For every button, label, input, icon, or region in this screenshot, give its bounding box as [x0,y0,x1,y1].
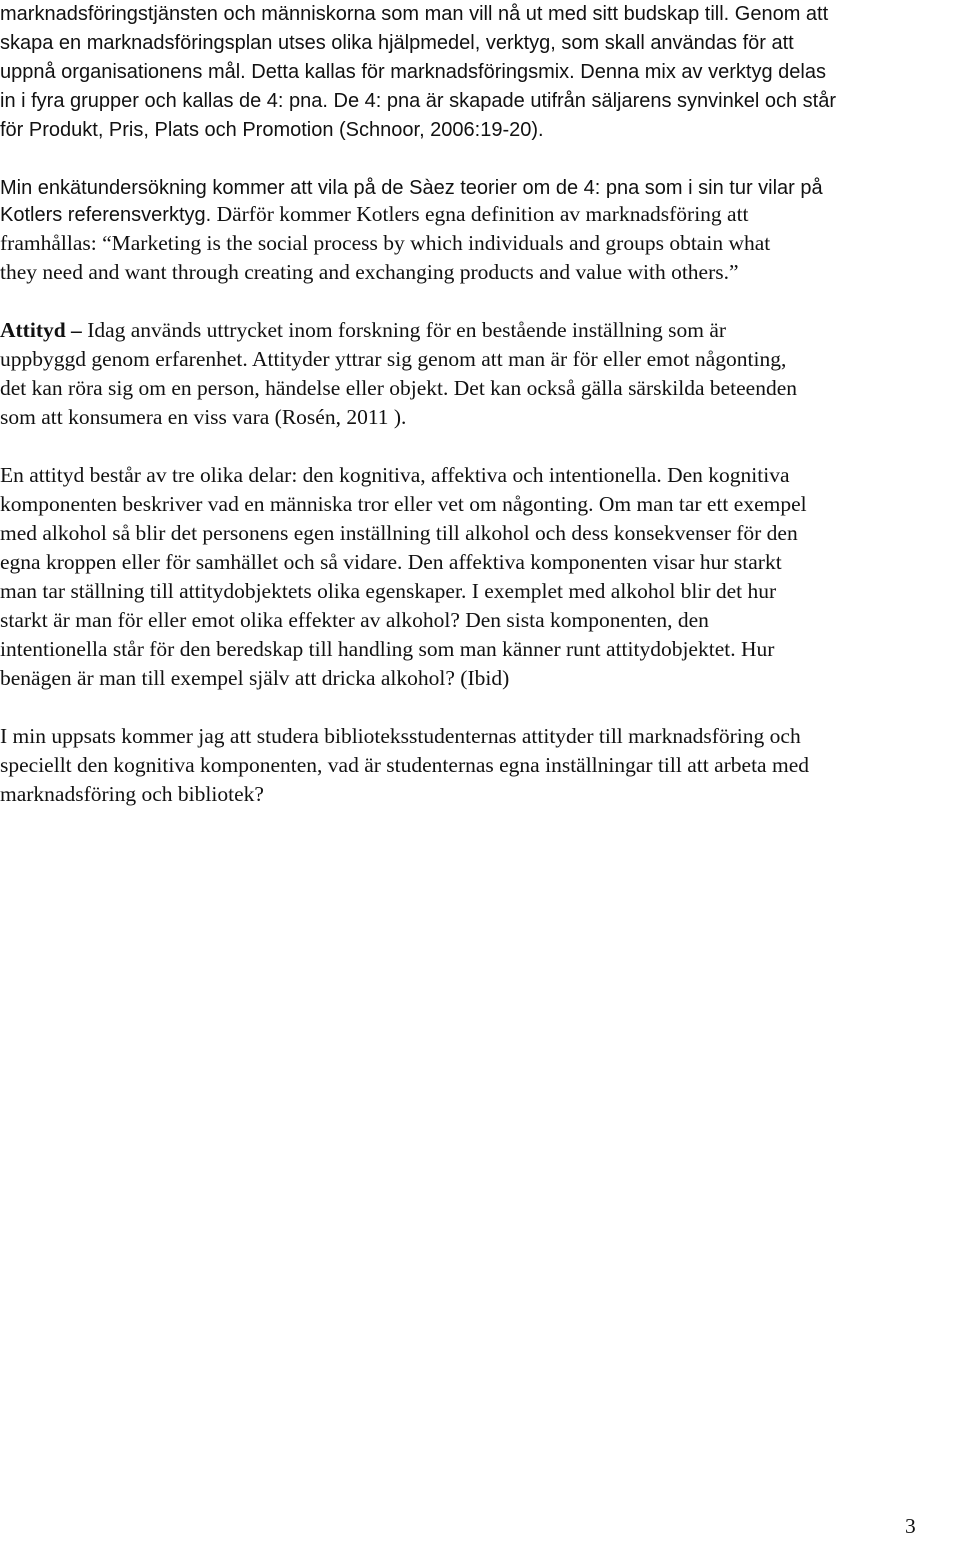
text-line: intentionella står för den beredskap till handling som man känner runt attitydobjektet. Hur [0,637,775,661]
heading-attityd: Attityd – [0,318,82,342]
text-line: uppbyggd genom erfarenhet. Attityder yttrar sig genom att man är för eller emot någonting, [0,347,787,371]
text-line: they need and want through creating and exchanging products and value with others.” [0,260,739,284]
text-line: med alkohol så blir det personens egen inställning till alkohol och dess konsekvenser för den [0,521,798,545]
text-line: Min enkätundersökning kommer att vila på de Sàez teorier om de 4: pna som i sin tur vilar på [0,177,823,199]
text-line: framhållas: “Marketing is the social process by which individuals and groups obtain what [0,231,771,255]
text-line: som att konsumera en viss vara (Rosén, 2011 ). [0,405,407,429]
text-line [0,316,726,345]
text-line: komponenten beskriver vad en människa tror eller vet om någonting. Om man tar ett exempel [0,492,807,516]
text-line: egna kroppen eller för samhället och så vidare. Den affektiva komponenten visar hur starkt [0,550,782,574]
page-number: 3 [905,1514,916,1538]
text-line: marknadsföring och bibliotek? [0,782,264,806]
text-line: in i fyra grupper och kallas de 4: pna. De 4: pna är skapade utifrån säljarens synvinkel och står [0,90,837,112]
text-line: marknadsföringstjänsten och människorna som man vill nå ut med sitt budskap till. Genom att [0,3,829,25]
text-line: benägen är man till exempel själv att dricka alkohol? (Ibid) [0,666,510,690]
text-line [0,200,749,230]
text-segment: Därför kommer Kotlers egna definition av marknadsföring att [211,202,749,226]
text-line: uppnå organisationens mål. Detta kallas för marknadsföringsmix. Denna mix av verktyg delas [0,61,826,83]
text-line: man tar ställning till attitydobjektets olika egenskaper. I exemplet med alkohol blir det hur [0,579,777,603]
text-line: En attityd består av tre olika delar: den kognitiva, affektiva och intentionella. Den kognitiva [0,463,790,487]
text-line: starkt är man för eller emot olika effekter av alkohol? Den sista komponenten, den [0,608,709,632]
text-segment: Idag används uttrycket inom forskning för en bestående inställning som är [81,318,727,342]
text-line: för Produkt, Pris, Plats och Promotion (Schnoor, 2006:19-20). [0,119,544,141]
text-segment: Kotlers referensverktyg. [0,204,212,226]
text-line: speciellt den kognitiva komponenten, vad är studenternas egna inställningar till att arbeta med [0,753,809,777]
text-line: I min uppsats kommer jag att studera biblioteksstudenternas attityder till marknadsföring och [0,724,801,748]
text-line: skapa en marknadsföringsplan utses olika hjälpmedel, verktyg, som skall användas för att [0,32,794,54]
text-line: det kan röra sig om en person, händelse eller objekt. Det kan också gälla särskilda beteenden [0,376,798,400]
